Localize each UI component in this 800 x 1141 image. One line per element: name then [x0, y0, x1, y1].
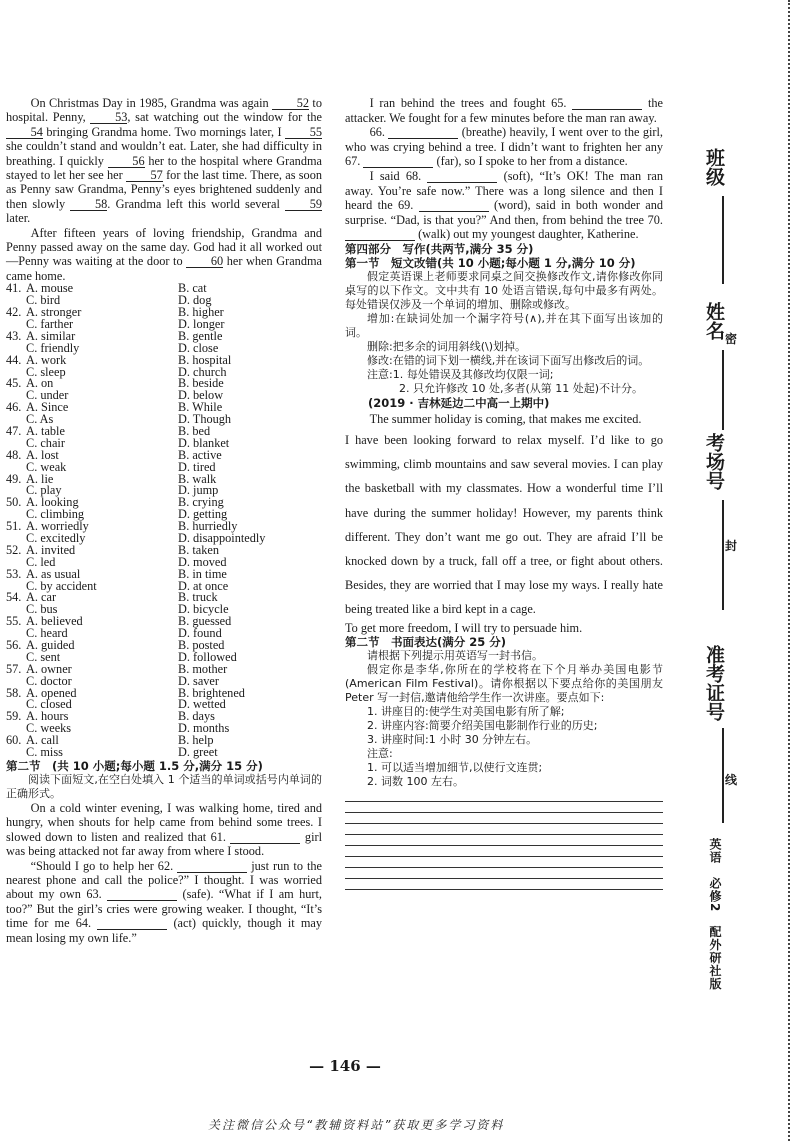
question-number: 46. — [6, 400, 22, 415]
blank-57[interactable]: 57 — [126, 169, 163, 182]
essay-source: (2019 · 吉林延边二中高一上期中) — [368, 395, 550, 410]
footer-note: 关注微信公众号“教辅资料站”获取更多学习资料 — [208, 1118, 505, 1132]
seal-mark-3: 线 — [724, 773, 737, 787]
option-a[interactable]: A. car — [26, 590, 57, 605]
option-d[interactable]: D. moved — [178, 554, 227, 569]
option-c[interactable]: C. sent — [26, 649, 61, 664]
question-number: 51. — [6, 519, 22, 534]
sec2-line1: 请根据下列提示用英语写一封书信。 — [367, 648, 543, 662]
option-row — [6, 364, 322, 379]
cloze-passage-p2: After fifteen years of loving friendship, Grandma and Penny passed away on the same day. God had it all worked out—Penny was waiting at the door to 60 her when Grandma came home. — [6, 225, 323, 283]
question-number: 49. — [6, 471, 22, 486]
option-d[interactable]: D. disappointedly — [178, 530, 266, 545]
option-c[interactable]: C. weeks — [26, 721, 72, 736]
room-field[interactable] — [722, 500, 724, 610]
rule-delete: 删除:把多余的词用斜线(\)划掉。 — [367, 339, 526, 353]
writing-line[interactable] — [345, 846, 663, 857]
writing-line[interactable] — [345, 857, 663, 868]
option-b[interactable]: B. While — [178, 400, 223, 415]
option-a[interactable]: A. owner — [26, 661, 72, 676]
option-d[interactable]: D. dog — [178, 293, 212, 308]
writing-line[interactable] — [345, 802, 663, 813]
right-column — [345, 96, 663, 890]
ticket-field[interactable] — [722, 728, 724, 823]
section2-instruction: 阅读下面短文,在空白处填入 1 个适当的单词或括号内单词的正确形式。 — [6, 772, 322, 800]
option-c[interactable]: C. miss — [26, 745, 63, 760]
option-c[interactable]: C. weak — [26, 459, 67, 474]
class-label: 班级 — [703, 148, 725, 186]
option-a[interactable]: A. looking — [26, 495, 79, 510]
option-b[interactable]: B. in time — [178, 566, 227, 581]
left-column — [6, 96, 322, 945]
option-c[interactable]: C. led — [26, 554, 56, 569]
option-d[interactable]: D. bicycle — [178, 602, 229, 617]
writing-line[interactable] — [345, 791, 663, 802]
rule-add: 增加:在缺词处加一个漏字符号(∧),并在其下面写出该加的词。 — [345, 311, 663, 339]
option-c[interactable]: C. As — [26, 412, 54, 427]
option-a[interactable]: A. similar — [26, 328, 76, 343]
option-b[interactable]: B. mother — [178, 661, 228, 676]
option-b[interactable]: B. crying — [178, 495, 224, 510]
option-d[interactable]: D. wetted — [178, 697, 226, 712]
sec2-line2: 假定你是李华,你所在的学校将在下个月举办美国电影节(American Film Festival)。请你根据以下要点给你的美国朋友 Peter 写一封信,邀请他给学生作一次讲座。要点如下: — [345, 662, 663, 704]
question-number: 45. — [6, 376, 22, 391]
option-b[interactable]: B. hurriedly — [178, 519, 238, 534]
seal-mark-2: 封 — [724, 539, 737, 553]
option-d[interactable]: D. blanket — [178, 435, 230, 450]
name-label: 姓名 — [703, 302, 725, 340]
note-2: 2. 只允许修改 10 处,多者(从第 11 处起)不计分。 — [399, 381, 644, 395]
blank-69[interactable] — [419, 199, 489, 212]
option-d[interactable]: D. church — [178, 364, 227, 379]
option-c[interactable]: C. under — [26, 388, 69, 403]
option-d[interactable]: D. greet — [178, 745, 218, 760]
option-a[interactable]: A. guided — [26, 638, 75, 652]
essay-first-line: The summer holiday is coming, that makes me excited. — [369, 411, 642, 426]
option-c[interactable]: C. closed — [26, 697, 72, 712]
point-1: 1. 讲座目的:使学生对美国电影有所了解; — [367, 704, 565, 718]
option-c[interactable]: C. friendly — [26, 340, 80, 355]
option-b[interactable]: B. gentle — [178, 328, 223, 343]
question-number: 56. — [6, 638, 22, 652]
part4-heading: 第四部分 写作(共两节,满分 35 分) — [345, 241, 534, 256]
option-b[interactable]: B. bed — [178, 423, 211, 438]
blank-54[interactable]: 54 — [6, 126, 43, 139]
grammar-passage-p1: On a cold winter evening, I was walking home, tired and hungry, when shouts for help came from behind some trees. I slowed down to listen and realized that 61. girl was being attacked not far away from where I stood. — [6, 800, 322, 859]
point-2: 2. 讲座内容:简要介绍美国电影制作行业的历史; — [367, 718, 598, 732]
option-row — [6, 459, 322, 474]
blank-70[interactable] — [345, 228, 415, 241]
writing-line[interactable] — [345, 879, 663, 890]
option-a[interactable]: A. stronger — [26, 305, 82, 320]
option-b[interactable]: B. truck — [178, 590, 218, 605]
option-d[interactable]: D. longer — [178, 316, 225, 331]
writing-line[interactable] — [345, 835, 663, 846]
option-d[interactable]: D. at once — [178, 578, 229, 593]
section2-heading: 第二节 (共 10 小题;每小题 1.5 分,满分 15 分) — [6, 758, 263, 773]
attention-1: 1. 可以适当增加细节,以使行文连贯; — [367, 760, 543, 774]
option-a[interactable]: A. invited — [26, 542, 76, 557]
question-number: 60. — [6, 733, 22, 748]
option-b[interactable]: B. beside — [178, 376, 224, 391]
question-number: 58. — [6, 685, 22, 700]
option-b[interactable]: B. hospital — [178, 352, 232, 367]
option-b[interactable]: B. higher — [178, 305, 224, 320]
point-3: 3. 讲座时间:1 小时 30 分钟左右。 — [367, 732, 538, 746]
question-number: 55. — [6, 614, 22, 629]
option-c[interactable]: C. play — [26, 483, 62, 498]
question-number: 47. — [6, 423, 22, 438]
blank-61[interactable] — [230, 831, 300, 844]
option-a[interactable]: A. hours — [26, 709, 69, 724]
question-number: 44. — [6, 352, 22, 367]
cut-line — [788, 0, 790, 1141]
option-b[interactable]: B. cat — [178, 281, 207, 296]
question-number: 42. — [6, 305, 22, 320]
page-number: — 146 — — [309, 1057, 381, 1075]
option-a[interactable]: A. believed — [26, 614, 83, 629]
part4-sec1-heading: 第一节 短文改错(共 10 小题;每小题 1 分,满分 10 分) — [345, 255, 636, 270]
question-number: 48. — [6, 447, 22, 462]
option-d[interactable]: D. Though — [178, 412, 232, 427]
writing-line[interactable] — [345, 824, 663, 835]
option-a[interactable]: A. mouse — [26, 281, 74, 296]
question-number: 50. — [6, 495, 22, 510]
blank-62[interactable] — [177, 860, 247, 873]
attention-2: 2. 词数 100 左右。 — [367, 774, 464, 788]
rule-modify: 修改:在错的词下划一横线,并在该词下面写出修改后的词。 — [367, 353, 650, 367]
blank-53[interactable]: 53 — [90, 111, 127, 124]
blank-66[interactable] — [388, 126, 458, 139]
cloze-options-list — [6, 283, 322, 759]
grammar-passage-p5: I said 68. (soft), “It’s OK! The man ran away. You’re safe now.” There was a long silence and then I heard the 69. (word), said in both wonder and surprise. “Dad, is that you?” And then, from behind the tree 70. (walk) out my youngest daughter, Katherine. — [345, 168, 664, 242]
option-a[interactable]: A. work — [26, 352, 67, 367]
cloze-passage-p1: On Christmas Day in 1985, Grandma was again 52 to hospital. Penny, 53, sat watching out the window for the 54 bringing Grandma home. Two mornings later, I 55 she couldn’t stand and wouldn’t eat. Later, she had difficulty in breathing. I quickly 56 her to the hospital where Grandma stayed to let her see her 57 for the last time. There, as soon as Penny saw Grandma, Penny’s eyes brightened suddenly and then slowly 58. Grandma left this world several 59 later. — [6, 96, 323, 226]
option-c[interactable]: C. by accident — [26, 578, 97, 593]
note-1: 注意:1. 每处错误及其修改均仅限一词; — [367, 367, 554, 381]
name-field[interactable] — [722, 350, 724, 430]
option-d[interactable]: D. followed — [178, 649, 237, 664]
part4-sec2-heading: 第二节 书面表达(满分 25 分) — [345, 634, 507, 649]
blank-68[interactable] — [427, 170, 497, 183]
option-d[interactable]: D. found — [178, 626, 222, 641]
option-a[interactable]: A. table — [26, 423, 65, 438]
option-d[interactable]: D. close — [178, 340, 219, 355]
option-b[interactable]: B. walk — [178, 471, 217, 486]
question-number: 57. — [6, 661, 22, 676]
grammar-passage-p2: “Should I go to help her 62. just run to the nearest phone and call the police?” I thought. I was worried about my own 63. (safe). “What if I am hurt, too?” But the girl’s cries were growing weaker. I thought, “It’s time for me 64. (act) quickly, though it may mean losing my own life.” — [6, 858, 323, 945]
question-number: 53. — [6, 566, 22, 581]
option-d[interactable]: D. below — [178, 388, 224, 403]
option-row — [6, 402, 322, 414]
attention-label: 注意: — [367, 746, 393, 760]
writing-lines[interactable] — [345, 791, 663, 890]
grammar-passage-p4: 66. (breathe) heavily, I went over to the girl, who was crying behind a tree. I didn’t want to frighten her any 67. (far), so I spoke to her from a distance. — [345, 125, 663, 169]
seal-mark-1: 密 — [724, 332, 737, 346]
option-c[interactable]: C. doctor — [26, 673, 72, 688]
option-c[interactable]: C. farther — [26, 316, 74, 331]
writing-line[interactable] — [345, 813, 663, 824]
option-c[interactable]: C. bird — [26, 293, 61, 308]
option-c[interactable]: C. sleep — [26, 364, 66, 379]
question-number: 52. — [6, 542, 22, 557]
option-d[interactable]: D. saver — [178, 673, 219, 688]
option-c[interactable]: C. climbing — [26, 507, 85, 522]
option-a[interactable]: A. call — [26, 733, 59, 748]
option-c[interactable]: C. excitedly — [26, 530, 86, 545]
blank-58[interactable]: 58 — [70, 198, 107, 211]
option-a[interactable]: A. worriedly — [26, 519, 89, 534]
blank-67[interactable] — [363, 155, 433, 168]
option-a[interactable]: A. lie — [26, 471, 54, 486]
blank-65[interactable] — [572, 97, 642, 110]
option-b[interactable]: B. days — [178, 709, 215, 724]
option-b[interactable]: B. brightened — [178, 685, 245, 700]
option-a[interactable]: A. as usual — [26, 566, 81, 581]
blank-52[interactable]: 52 — [272, 97, 309, 110]
essay-body: I have been looking forward to relax myself. I’d like to go swimming, climb mountains and saw several movies. I can play the basketball with my classmates. How a wonderful time I’ll have during the summer holiday! However, my parents think different. They don’t want me go out. They are afraid I’ll be knocked down by a truck, fall off a tree, or fight about others. Besides, they are worried that I may lose my ways. I really hate being treated like a bird kept in a cage. — [345, 432, 663, 617]
option-b[interactable]: B. active — [178, 447, 222, 462]
room-label: 考场号 — [703, 433, 725, 490]
blank-64[interactable] — [97, 917, 167, 930]
option-a[interactable]: A. on — [26, 376, 54, 391]
option-d[interactable]: D. getting — [178, 507, 228, 522]
option-a[interactable]: A. opened — [26, 685, 77, 700]
blank-56[interactable]: 56 — [108, 155, 145, 168]
option-d[interactable]: D. tired — [178, 459, 216, 474]
option-row — [6, 747, 322, 759]
option-c[interactable]: C. chair — [26, 435, 65, 450]
question-number: 54. — [6, 590, 22, 605]
question-number: 59. — [6, 709, 22, 724]
part4-sec1-intro: 假定英语课上老师要求同桌之间交换修改作文,请你修改你同桌写的以下作文。文中共有 10 处语言错误,每句中最多有两处。每处错误仅涉及一个单词的增加、删除或修改。 — [345, 269, 663, 311]
option-a[interactable]: A. lost — [26, 447, 59, 462]
option-d[interactable]: D. jump — [178, 483, 219, 498]
class-field[interactable] — [722, 196, 724, 284]
writing-line[interactable] — [345, 868, 663, 879]
blank-59[interactable]: 59 — [285, 198, 322, 211]
option-c[interactable]: C. bus — [26, 602, 58, 617]
blank-55[interactable]: 55 — [285, 126, 322, 139]
blank-63[interactable] — [107, 888, 177, 901]
essay-last-line: To get more freedom, I will try to persuade him. — [345, 620, 583, 635]
option-b[interactable]: B. guessed — [178, 614, 232, 629]
question-number: 43. — [6, 328, 22, 343]
blank-60[interactable]: 60 — [186, 255, 223, 268]
option-a[interactable]: A. Since — [26, 400, 69, 415]
subject-label: 英语 必修2 配外研社版 — [708, 838, 722, 991]
grammar-passage-p3: I ran behind the trees and fought 65. the attacker. We fought for a few minutes before the man ran away. — [345, 96, 663, 125]
option-b[interactable]: B. posted — [178, 638, 225, 652]
option-d[interactable]: D. months — [178, 721, 230, 736]
question-number: 41. — [6, 281, 22, 296]
option-b[interactable]: B. help — [178, 733, 214, 748]
option-c[interactable]: C. heard — [26, 626, 68, 641]
ticket-label: 准考证号 — [703, 645, 725, 721]
option-b[interactable]: B. taken — [178, 542, 219, 557]
